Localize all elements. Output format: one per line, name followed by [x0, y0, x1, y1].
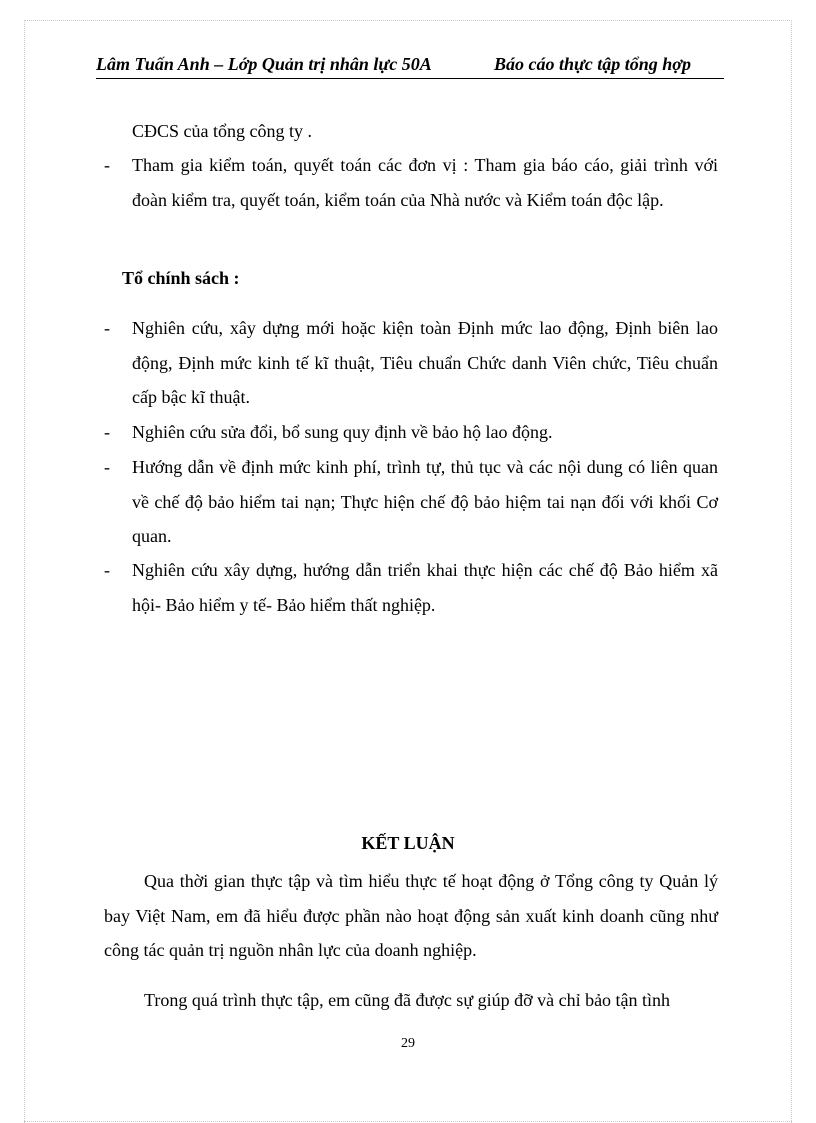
continuation-line: CĐCS của tổng công ty . [132, 121, 312, 141]
list-item [104, 450, 718, 554]
conclusion-paragraph: Trong quá trình thực tập, em cũng đã được sự giúp đỡ và chỉ bảo tận tình [144, 990, 671, 1010]
page-number: 29 [401, 1036, 415, 1051]
list-item-text: Nghiên cứu xây dựng, hướng dẫn triển khai thực hiện các chế độ Bảo hiểm xã hội- Bảo hiểm y tế- Bảo hiểm thất nghiệp. [132, 560, 718, 615]
list-item [104, 148, 718, 217]
bullet-dash: - [104, 155, 110, 175]
conclusion-title: KẾT LUẬN [361, 833, 455, 853]
list-item [104, 415, 718, 450]
list-item-text: Tham gia kiểm toán, quyết toán các đơn vị : Tham gia báo cáo, giải trình với đoàn kiểm tra, quyết toán, kiểm toán của Nhà nước và Kiểm toán độc lập. [132, 155, 718, 210]
header-author-class: Lâm Tuấn Anh – Lớp Quản trị nhân lực 50A [96, 54, 432, 74]
page-bottom-rule [24, 1121, 792, 1122]
list-item [104, 311, 718, 415]
bullet-dash: - [104, 422, 110, 442]
bullet-dash: - [104, 560, 110, 580]
conclusion-paragraph: Qua thời gian thực tập và tìm hiểu thực tế hoạt động ở Tổng công ty Quản lý bay Việt Nam, em đã hiểu được phần nào hoạt động sản xuất kinh doanh cũng như công tác quản trị nguồn nhân lực của doanh nghiệp. [104, 871, 718, 960]
list-item-text: Nghiên cứu sửa đổi, bổ sung quy định về bảo hộ lao động. [132, 422, 553, 442]
list-item [104, 553, 718, 622]
bullet-dash: - [104, 318, 110, 338]
running-header [96, 54, 724, 79]
list-item-text: Nghiên cứu, xây dựng mới hoặc kiện toàn Định mức lao động, Định biên lao động, Định mức kinh tế kĩ thuật, Tiêu chuẩn Chức danh Viên chức, Tiêu chuẩn cấp bậc kĩ thuật. [132, 318, 718, 407]
list-item-text: Hướng dẫn về định mức kinh phí, trình tự, thủ tục và các nội dung có liên quan về chế độ bảo hiểm tai nạn; Thực hiện chế độ bảo hiệm tai nạn đối với khối Cơ quan. [132, 457, 718, 546]
bullet-dash: - [104, 457, 110, 477]
header-report-title: Báo cáo thực tập tổng hợp [494, 54, 691, 74]
section-heading-policy: Tổ chính sách : [122, 268, 240, 288]
